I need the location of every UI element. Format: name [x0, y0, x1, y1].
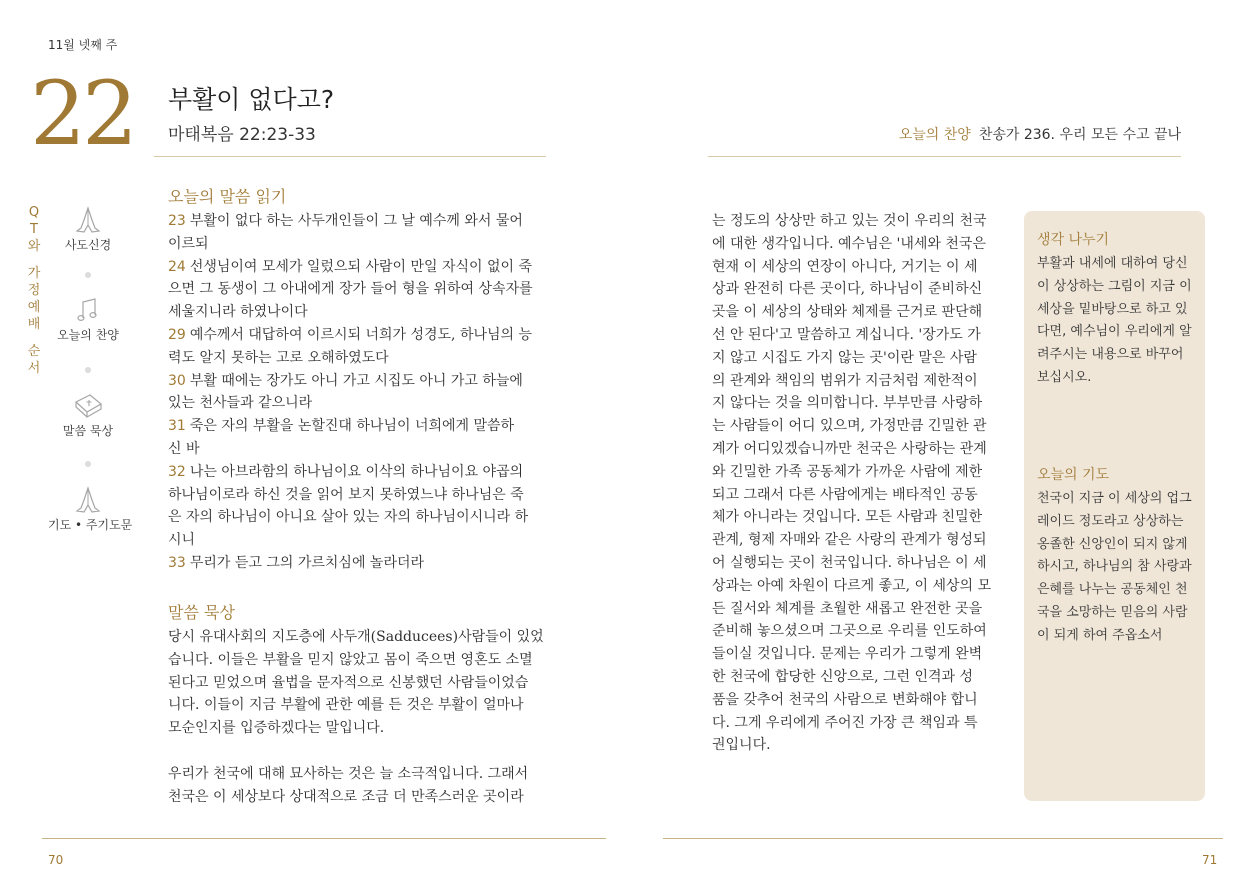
meditation-text-continued	[712, 210, 991, 757]
text-line: 현재 이 세상의 연장이 아니다, 거기는 이 세	[712, 258, 978, 275]
verse-line	[168, 210, 533, 233]
verse-line	[168, 461, 533, 484]
scripture-reference: 마태복음 22:23-33	[168, 125, 316, 145]
vertical-label-char: 배	[27, 317, 41, 332]
text-line: 의 관계와 책임의 범위가 지금처럼 제한적이	[712, 372, 978, 389]
verse-text: 하나님이로라 하신 것을 읽어 보지 못하였느냐 하나님은 죽	[168, 486, 524, 503]
text-line: 상과 완전히 다른 곳이다, 하나님이 준비하신	[712, 281, 983, 298]
vertical-label-char: 서	[27, 361, 41, 376]
text-line: 된다고 믿었으며 율법을 문자적으로 신봉했던 사람들이었습	[168, 674, 529, 691]
header-divider-right	[708, 156, 1181, 157]
scripture-passage	[168, 210, 533, 575]
sidebar-item-label: 말씀 묵상	[62, 424, 114, 438]
vertical-label-char	[24, 333, 44, 343]
verse-text: 부활 때에는 장가도 아니 가고 시집도 아니 가고 하늘에	[189, 372, 523, 389]
text-line: 와 긴밀한 가족 공동체가 가까운 사람에 제한	[712, 463, 983, 480]
verse-text: 신 바	[168, 440, 200, 457]
vertical-label-char	[24, 255, 44, 265]
vertical-label-char: T	[30, 222, 38, 237]
text-line: 체가 아니라는 것입니다. 모든 사람과 친밀한	[712, 509, 983, 526]
verse-text: 있는 천사들과 같으니라	[168, 395, 313, 412]
text-line: 들이실 것입니다. 문제는 우리가 그렇게 완벽	[712, 646, 983, 663]
verse-text: 예수께서 대답하여 이르시되 너희가 성경도, 하나님의 능	[189, 326, 533, 343]
text-line: 지 않고 시집도 가지 않는 곳'이란 말은 사람	[712, 349, 977, 366]
text-line: 되고 그래서 다른 사람에게는 배타적인 공동	[712, 486, 978, 503]
music-note-icon	[73, 296, 103, 324]
verse-number: 33	[168, 554, 186, 571]
text-line: 당시 유대사회의 지도층에 사두개(Sadducees)사람들이 있었	[168, 629, 544, 645]
verse-line	[168, 415, 533, 438]
vertical-label-char: 정	[27, 283, 41, 298]
page-title: 부활이 없다고?	[168, 85, 335, 114]
vertical-label-char: 순	[27, 344, 41, 359]
text-line: 세상을 밑바탕으로 하고 있	[1037, 301, 1188, 317]
sidebar-item-prayer	[48, 486, 133, 533]
header-divider-left	[154, 156, 546, 157]
sidebar-item-apostles-creed	[48, 206, 128, 253]
verse-text: 은 자의 하나님이 아니요 살아 있는 자의 하나님이시니라 하	[168, 509, 529, 526]
text-line: 든 질서와 체계를 초월한 새롭고 완전한 곳을	[712, 600, 983, 617]
verse-text: 세울지니라 하였나이다	[168, 304, 308, 321]
verse-text: 나는 아브라함의 하나님이요 이삭의 하나님이요 야곱의	[189, 463, 524, 480]
text-line: 천국이 지금 이 세상의 업그	[1037, 491, 1192, 506]
text-line: 보십시오.	[1037, 369, 1092, 385]
text-line: 에 대한 생각입니다. 예수님은 '내세와 천국은	[712, 235, 986, 252]
share-thoughts-heading: 생각 나누기	[1037, 232, 1110, 248]
text-line: 는 사람들이 어디 있으며, 가정만큼 긴밀한 관	[712, 418, 987, 435]
vertical-label-char: 가	[27, 266, 41, 281]
verse-number: 32	[168, 463, 186, 480]
text-line: 한 천국에 합당한 신앙으로, 그런 인격과 성	[712, 668, 974, 685]
verse-text: 무리가 듣고 그의 가르치심에 놀라더라	[189, 554, 425, 571]
footer-divider-right	[663, 838, 1223, 839]
text-line: 우리가 천국에 대해 묘사하는 것은 늘 소극적입니다. 그래서	[168, 765, 529, 782]
verse-line	[168, 301, 533, 324]
text-line	[168, 740, 544, 763]
text-line: 선 안 된다'고 말씀하고 계십니다. '장가도 가	[712, 326, 981, 343]
sidebar-dot	[85, 461, 91, 467]
text-line: 준비해 놓으셨으며 그곳으로 우리를 인도하여	[712, 623, 987, 640]
text-line: 려주시는 내용으로 바꾸어	[1037, 347, 1184, 363]
verse-line	[168, 506, 533, 529]
verse-line	[168, 347, 533, 370]
verse-text: 죽은 자의 부활을 논할진대 하나님이 너희에게 말씀하	[189, 418, 515, 435]
page-number-right: 71	[1202, 853, 1218, 867]
text-line: 권입니다.	[712, 737, 771, 754]
verse-line	[168, 529, 533, 552]
hymn-label: 오늘의 찬양	[898, 127, 971, 143]
sidebar-item-todays-hymn	[48, 296, 128, 343]
text-line: 상과는 아예 차원이 다르게 좋고, 이 세상의 모	[712, 577, 992, 594]
sidebar-item-label: 사도신경	[64, 238, 112, 252]
text-line: 습니다. 이들은 부활을 믿지 않았고 몸이 죽으면 영혼도 소멸	[168, 651, 533, 668]
footer-divider-left	[42, 838, 606, 839]
todays-prayer-text	[1037, 488, 1192, 648]
hymn-of-the-day	[899, 124, 1181, 144]
text-line: 천국은 이 세상보다 상대적으로 조금 더 만족스러운 곳이라	[168, 788, 524, 805]
verse-line	[168, 552, 533, 575]
text-line: 레이드 정도라고 상상하는	[1037, 513, 1184, 529]
sidebar-item-label: 기도 • 주기도문	[48, 518, 133, 532]
text-line: 곳을 이 세상의 상태와 체제를 근거로 판단해	[712, 304, 983, 321]
text-line: 이 상상하는 그림이 지금 이	[1037, 278, 1192, 294]
text-line: 다면, 예수님이 우리에게 알	[1037, 324, 1192, 340]
text-line: 는 정도의 상상만 하고 있는 것이 우리의 천국	[712, 213, 987, 229]
share-thoughts-text	[1037, 253, 1192, 390]
vertical-label-char: 예	[27, 300, 41, 315]
text-line: 품을 갖추어 천국의 사람으로 변화해야 합니	[712, 691, 978, 708]
text-line: 관계, 형제 자매와 같은 사랑의 관계가 형성되	[712, 532, 987, 549]
verse-line	[168, 233, 533, 256]
verse-line	[168, 278, 533, 301]
text-line: 옹졸한 신앙인이 되지 않게	[1037, 536, 1188, 552]
verse-number: 23	[168, 213, 186, 229]
verse-number: 31	[168, 418, 186, 435]
verse-text: 시니	[168, 532, 196, 549]
text-line: 부활과 내세에 대하여 당신	[1037, 256, 1188, 271]
sidebar-item-word-meditation	[48, 392, 128, 439]
verse-line	[168, 438, 533, 461]
text-line: 하시고, 하나님의 참 사랑과	[1037, 559, 1192, 575]
text-line: 어 실행되는 곳이 천국입니다. 하나님은 이 세	[712, 554, 987, 571]
text-line: 국을 소망하는 믿음의 사람	[1037, 604, 1188, 620]
verse-line	[168, 370, 533, 393]
verse-text: 부활이 없다 하는 사두개인들이 그 날 예수께 와서 물어	[189, 213, 523, 229]
sidebar-item-label: 오늘의 찬양	[57, 328, 119, 342]
verse-line	[168, 484, 533, 507]
reading-heading: 오늘의 말씀 읽기	[168, 187, 287, 206]
text-line: 계가 어디있겠습니까만 천국은 사랑하는 관계	[712, 440, 987, 457]
sidebar-dot	[85, 367, 91, 373]
sidebar-dot	[85, 272, 91, 278]
text-line: 모순인지를 입증하겠다는 말입니다.	[168, 720, 385, 737]
verse-text: 력도 알지 못하는 고로 오해하였도다	[168, 349, 389, 366]
verse-number: 29	[168, 326, 186, 343]
verse-text: 이르되	[168, 235, 209, 252]
verse-line	[168, 392, 533, 415]
vertical-label-char: 와	[27, 239, 41, 254]
vertical-label-char: Q	[28, 205, 40, 220]
qt-order-vertical-label	[24, 204, 44, 377]
day-number: 22	[30, 62, 134, 165]
verse-text: 선생님이여 모세가 일렀으되 사람이 만일 자식이 없이 죽	[189, 258, 533, 275]
text-line: 지 않다는 것을 의미합니다. 부부만큼 사랑하	[712, 395, 983, 412]
praying-hands-icon	[73, 206, 103, 234]
todays-prayer-heading: 오늘의 기도	[1037, 467, 1110, 483]
hymn-text: 찬송가 236. 우리 모든 수고 끝나	[978, 127, 1181, 143]
text-line: 다. 그게 우리에게 주어진 가장 큰 책임과 특	[712, 714, 978, 731]
verse-number: 30	[168, 372, 186, 389]
praying-hands-icon	[73, 486, 103, 514]
bible-icon	[72, 392, 104, 420]
text-line: 이 되게 하여 주옵소서	[1037, 627, 1163, 643]
meditation-heading: 말씀 묵상	[168, 603, 235, 622]
verse-line	[168, 324, 533, 347]
text-line: 니다. 이들이 지금 부활에 관한 예를 든 것은 부활이 얼마나	[168, 697, 524, 714]
meditation-text	[168, 626, 544, 808]
week-label: 11월 넷째 주	[48, 38, 118, 52]
verse-line	[168, 256, 533, 279]
verse-text: 으면 그 동생이 그 아내에게 장가 들어 형을 위하여 상속자를	[168, 281, 533, 298]
verse-number: 24	[168, 258, 186, 275]
page-number-left: 70	[48, 853, 64, 867]
text-line: 은혜를 나누는 공동체인 천	[1037, 582, 1188, 598]
